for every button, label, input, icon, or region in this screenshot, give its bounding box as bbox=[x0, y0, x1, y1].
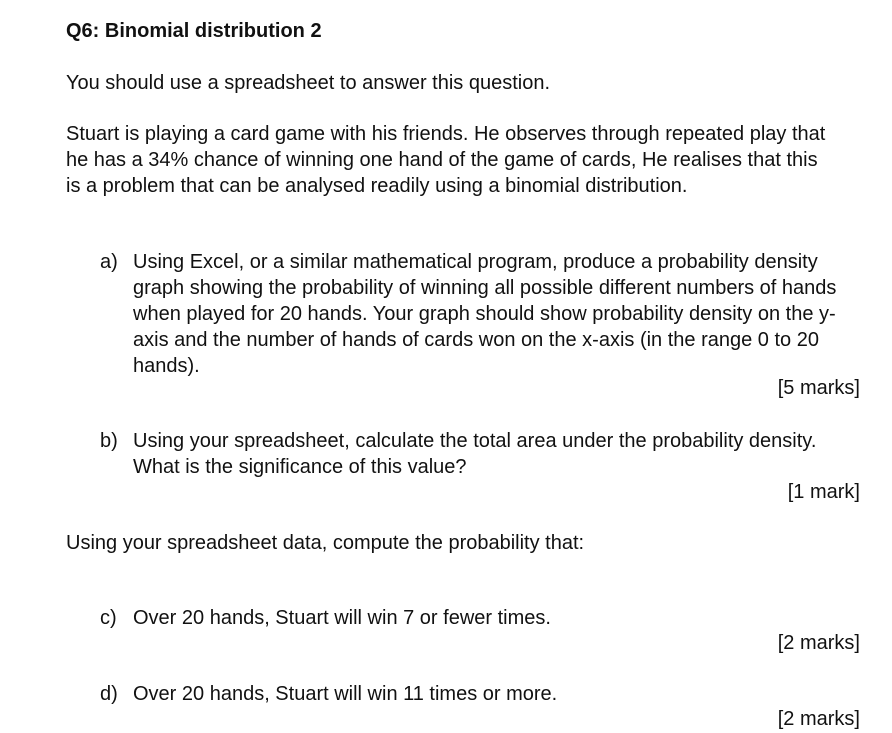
part-a bbox=[100, 249, 860, 379]
part-c-marks: [2 marks] bbox=[777, 632, 860, 654]
part-b-letter: b) bbox=[100, 430, 118, 452]
part-d-letter: d) bbox=[100, 683, 118, 705]
part-b bbox=[100, 428, 860, 480]
intro-paragraph: Stuart is playing a card game with his friends. He observes through repeated play that he has a 34% chance of winning one hand of the game of cards, He realises that this is a problem that can be analysed readily using a binomial distribution. bbox=[66, 123, 826, 197]
part-d-marks: [2 marks] bbox=[777, 708, 860, 730]
part-b-text: Using your spreadsheet, calculate the total area under the probability density. What is the significance of this value? bbox=[133, 430, 817, 478]
part-d-text: Over 20 hands, Stuart will win 11 times or more. bbox=[133, 683, 558, 705]
question-title: Q6: Binomial distribution 2 bbox=[66, 20, 322, 42]
part-c-letter: c) bbox=[100, 607, 117, 629]
instruction-text: You should use a spreadsheet to answer this question. bbox=[66, 72, 551, 94]
part-d bbox=[100, 681, 860, 707]
part-b-marks: [1 mark] bbox=[787, 481, 860, 503]
part-a-letter: a) bbox=[100, 251, 118, 273]
part-a-text: Using Excel, or a similar mathematical program, produce a probability density graph showing the probability of winning all possible different numbers of hands when played for 20 hands. Your graph should show probability density on the y-axis and the number of hands of cards won on the x-axis (in the range 0 to 20 hands). bbox=[133, 251, 837, 377]
part-c-text: Over 20 hands, Stuart will win 7 or fewer times. bbox=[133, 607, 551, 629]
lead-in-text: Using your spreadsheet data, compute the probability that: bbox=[66, 532, 585, 554]
part-a-marks: [5 marks] bbox=[777, 377, 860, 399]
part-c bbox=[100, 605, 860, 631]
